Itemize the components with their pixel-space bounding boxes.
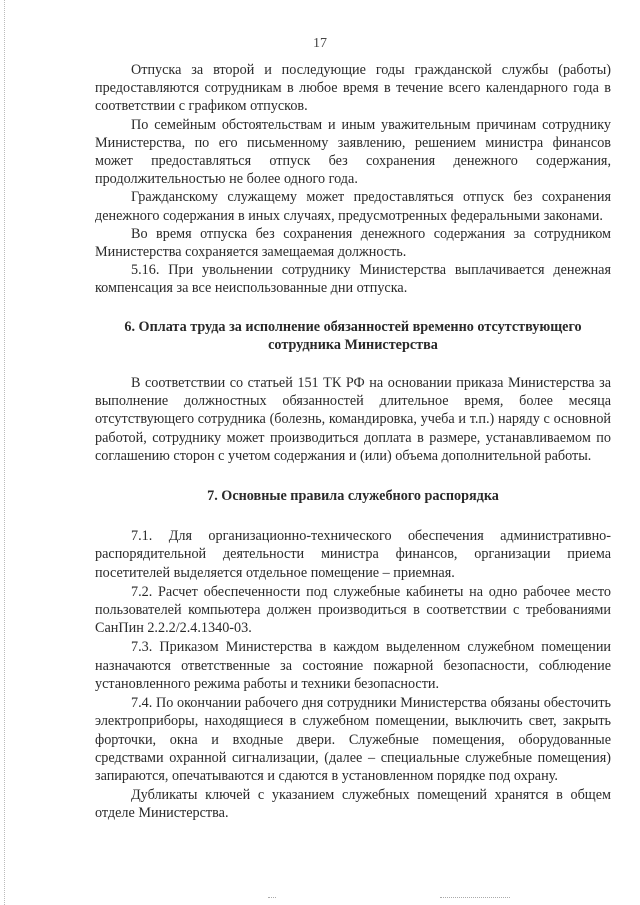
scan-artifact: [268, 897, 276, 899]
paragraph-5-16: 5.16. При увольнении сотруднику Министерства выплачивается денежная компенсация за все неиспользованные дни отпуска.: [95, 262, 611, 297]
section-6-heading: 6. Оплата труда за исполнение обязанностей временно отсутствующего сотрудника Министерства: [124, 318, 582, 353]
section-7-body: [95, 527, 611, 822]
paragraph-family-circumstances: По семейным обстоятельствам и иным уважительным причинам сотруднику Министерства, по его письменному заявлению, решением министра финансов может предоставляться отпуск без сохранения денежного содержания, продолжительностью не более одного года.: [95, 116, 611, 188]
paragraph-vacation-later-years: Отпуска за второй и последующие годы гражданской службы (работы) предоставляются сотрудникам в любое время в течение всего календарного года в соответствии с графиком отпусков.: [95, 62, 611, 115]
paragraph-position-retained: Во время отпуска без сохранения денежного содержания за сотрудником Министерства сохраняется замещаемая должность.: [95, 225, 611, 261]
binding-edge: [4, 0, 8, 905]
paragraph-7-4: 7.4. По окончании рабочего дня сотрудники Министерства обязаны обесточить электроприборы, находящиеся в служебном помещении, выключить свет, закрыть форточки, окна и входные двери. Служебные помещения, оборудованные средствами охранной сигнализации, (далее – специальные служебные помещения) запираются, опечатываются и сдаются в установленном порядке под охрану.: [95, 695, 611, 784]
paragraph-7-2: 7.2. Расчет обеспеченности под служебные кабинеты на одно рабочее место пользователей компьютера должен производиться в соответствии с требованиями СанПин 2.2.2/2.4.1340-03.: [95, 583, 611, 637]
section-6-paragraph: В соответствии со статьей 151 ТК РФ на основании приказа Министерства за выполнение должностных обязанностей длительное время, более месяца отсутствующего сотрудника (болезнь, командировка, учеба и т.п.) наряду с основной работой, сотруднику может производиться доплата в размере, устанавливаемом по соглашению сторон с учетом содержания и (или) объема дополнительной работы.: [95, 375, 611, 464]
paragraph-key-duplicates: Дубликаты ключей с указанием служебных помещений хранятся в общем отделе Министерства.: [95, 787, 611, 822]
paragraph-7-3: 7.3. Приказом Министерства в каждом выделенном служебном помещении назначаются ответственные за состояние пожарной безопасности, соблюдение установленного режима работы и техники безопасности.: [95, 639, 611, 692]
paragraph-unpaid-leave-other: Гражданскому служащему может предоставляться отпуск без сохранения денежного содержания в иных случаях, предусмотренных федеральными законами.: [95, 189, 611, 224]
scan-artifact: [440, 897, 510, 899]
paragraph-7-1: 7.1. Для организационно-технического обеспечения административно-распорядительной деятельности министра финансов, организации приема посетителей выделяется отдельное помещение – приемная.: [95, 528, 611, 581]
page-number: 17: [313, 36, 327, 51]
document-body: [95, 61, 611, 824]
section-7-heading: 7. Основные правила служебного распорядка: [207, 488, 499, 505]
